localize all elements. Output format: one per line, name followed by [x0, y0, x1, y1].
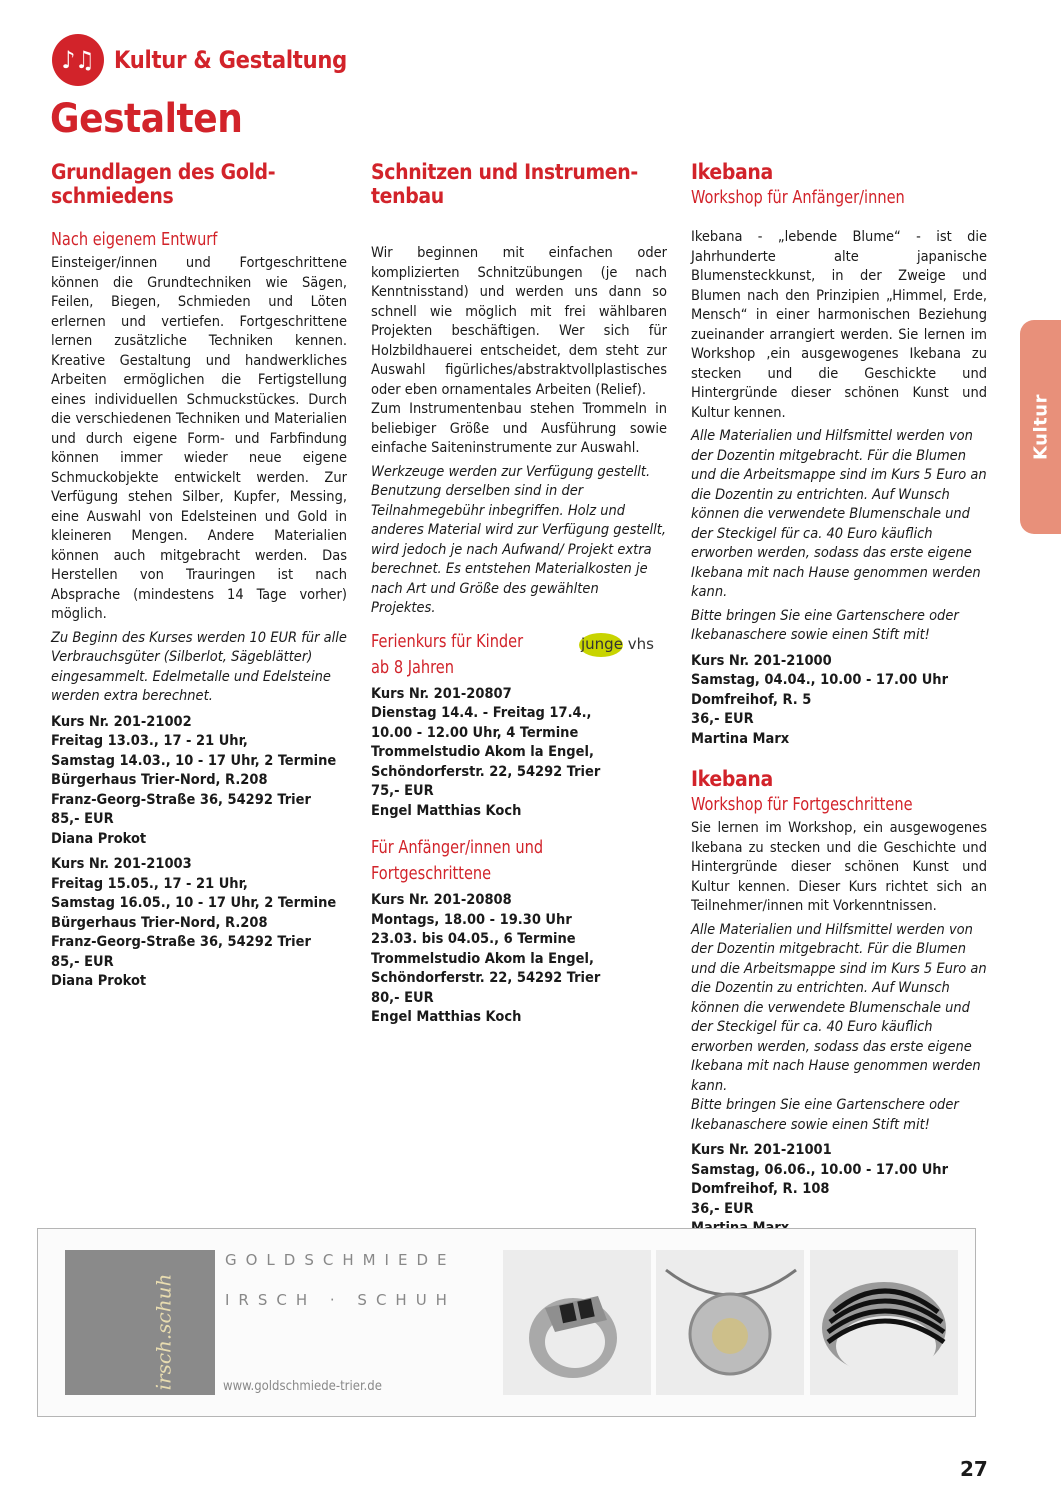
advertisement-goldschmiede: [37, 1228, 976, 1417]
title-line: Für Anfänger/innen und: [371, 837, 544, 858]
course-title: Ikebana: [691, 767, 773, 791]
ring-icon: [503, 1250, 651, 1395]
pendant-icon: [656, 1250, 804, 1395]
course-date: Samstag 14.03., 10 - 17 Uhr, 2 Termine: [51, 752, 337, 769]
ad-name: IRSCH · SCHUH: [225, 1291, 456, 1309]
course-instructor: Martina Marx: [691, 730, 790, 747]
course-number: Kurs Nr. 201-21002: [51, 713, 192, 730]
course-number: Kurs Nr. 201-20808: [371, 892, 512, 908]
ad-url: www.goldschmiede-trier.de: [223, 1379, 382, 1394]
course-price: 85,- EUR: [51, 811, 114, 827]
course-price: 36,- EUR: [691, 711, 754, 727]
side-tab-kultur: [1020, 320, 1061, 534]
course-date: Samstag 16.05., 10 - 17 Uhr, 2 Termine: [51, 895, 337, 911]
course-details: [51, 855, 347, 992]
course-number: Kurs Nr. 201-21003: [51, 856, 192, 872]
subsection-title: [371, 835, 667, 887]
course-price: 36,- EUR: [691, 1200, 754, 1217]
course-subtitle: Workshop für Anfänger/innen: [691, 187, 905, 208]
title-line: schmiedens: [51, 184, 174, 208]
music-note-icon: ♪♫: [52, 34, 104, 86]
course-details: [371, 685, 667, 822]
course-instructor: Engel Matthias Koch: [371, 802, 522, 819]
course-description: Sie lernen im Workshop, ein ausgewogenes Ikebana zu stecken und die Geschichte und Hintergründe dieser schönen Kunst und Kultur kennen. Dieser Kurs richtet sich an Teilnehmer/innen mit Vorkenntnissen.: [691, 820, 987, 914]
title-line: ab 8 Jahren: [371, 656, 455, 678]
title-line: Grundlagen des Gold-: [51, 160, 276, 184]
title-line: Fortgeschrittene: [371, 863, 492, 884]
side-tab-label: Kultur: [1030, 394, 1051, 460]
course-description: Zum Instrumentenbau stehen Trommeln in beliebiger Größe und Ausführung sowie einfache Saiteninstrumente zur Auswahl.: [371, 401, 667, 456]
course-title: Ikebana: [691, 160, 773, 184]
course-price: 85,- EUR: [51, 953, 114, 970]
course-subtitle: Workshop für Fortgeschrittene: [691, 794, 913, 815]
course-location: Domfreihof, R. 108: [691, 1181, 830, 1197]
pendant-photo: [656, 1250, 804, 1395]
course-description: Einsteiger/innen und Fortgeschrittene können die Grundtechniken wie Sägen, Feilen, Biegen, Schmieden und Löten erlernen und vertiefen. Fortgeschrittene lernen zusätzliche Techniken kennen. Kreative Gestaltung und handwerkliches Arbeiten ermöglichen die Fertigstellung eines individuellen Schmuckstückes. Durch die verschiedenen Techniken und Materialien und durch eigene Form- und Farbfindung können immer wieder neue eigene Schmuckobjekte entwickelt werden. Zur Verfügung stehen Silber, Kupfer, Messing, eine Auswahl von Edelsteinen und Gold in kleineren Mengen. Andere Materialien können auch mitgebracht werden. Das Herstellen von Trauringen ist nach Absprache (mindestens 14 Tage vorher) möglich.: [51, 255, 347, 622]
course-location: Domfreihof, R. 5: [691, 691, 812, 708]
course-location: Bürgerhaus Trier-Nord, R.208: [51, 914, 268, 931]
course-date: Freitag 15.05., 17 - 21 Uhr,: [51, 875, 248, 892]
course-title: [371, 160, 667, 208]
course-title: [51, 160, 347, 208]
course-date: Samstag, 04.04., 10.00 - 17.00 Uhr: [691, 672, 949, 688]
column-schnitzen: [371, 160, 667, 1028]
course-details: [691, 652, 987, 750]
course-address: Franz-Georg-Straße 36, 54292 Trier: [51, 791, 311, 808]
course-address: Schöndorferstr. 22, 54292 Trier: [371, 970, 601, 986]
ad-name: GOLDSCHMIEDE: [225, 1251, 456, 1269]
bangle-photo: [810, 1250, 958, 1395]
course-date: Freitag 13.03., 17 - 21 Uhr,: [51, 733, 248, 749]
signature-logo: irsch.schuh: [151, 1273, 176, 1391]
course-note: Werkzeuge werden zur Verfügung gestellt. Benutzung derselben sind in der Teilnahmegebühr inbegriffen. Holz und anderes Material wird zur Verfügung gestellt, wird jedoch je nach Aufwand/ Projekt extra berechnet. Es entstehen Materialkosten je nach Art und Größe des gewählten Projektes.: [371, 463, 667, 616]
course-subtitle: Nach eigenem Entwurf: [51, 229, 218, 250]
course-number: Kurs Nr. 201-21000: [691, 652, 832, 669]
course-address: Schöndorferstr. 22, 54292 Trier: [371, 763, 601, 780]
junge-vhs-text: junge vhs: [581, 634, 654, 653]
course-instructor: Diana Prokot: [51, 973, 147, 989]
junge-vhs-logo: [575, 625, 667, 659]
column-ikebana: [691, 160, 987, 1239]
course-date: Dienstag 14.4. - Freitag 17.4.,: [371, 705, 592, 721]
course-description: Wir beginnen mit einfachen oder komplizierten Schnitzübungen (je nach Kenntnisstand) und werden uns dann so schnell wie möglich mit frei wählbaren Projekten beschäftigen. Wer sich für Holzbildhauerei entscheidet, dem steht zur Auswahl figürliches/abstraktvollplastisches oder eben ornamentales Arbeiten (Relief).: [371, 245, 667, 398]
page-heading: Gestalten: [50, 96, 243, 142]
course-number: Kurs Nr. 201-20807: [371, 685, 512, 702]
course-location: Trommelstudio Akom la Engel,: [371, 744, 594, 760]
column-goldschmieden: [51, 160, 347, 992]
course-date: 10.00 - 12.00 Uhr, 4 Termine: [371, 724, 579, 741]
title-line: tenbau: [371, 184, 444, 208]
course-details: [691, 1141, 987, 1239]
section-title: Kultur & Gestaltung: [114, 46, 348, 74]
page-number: 27: [960, 1457, 988, 1481]
course-instructor: Diana Prokot: [51, 830, 147, 847]
course-location: Trommelstudio Akom la Engel,: [371, 950, 594, 967]
course-price: 80,- EUR: [371, 989, 434, 1006]
course-date: Montags, 18.00 - 19.30 Uhr: [371, 911, 572, 928]
course-number: Kurs Nr. 201-21001: [691, 1142, 832, 1158]
course-details: [371, 891, 667, 1028]
course-note: Zu Beginn des Kurses werden 10 EUR für alle Verbrauchsgüter (Silberlot, Sägeblätter) eingesammelt. Edelmetalle und Edelsteine werden extra berechnet.: [51, 629, 347, 704]
ring-photo: [503, 1250, 651, 1395]
section-header: [52, 34, 379, 86]
course-date: 23.03. bis 04.05., 6 Termine: [371, 931, 576, 947]
course-description: Ikebana - „lebende Blume“ - ist die Jahrhunderte alte japanische Blumensteckkunst, in der Zweige und Blumen nach den Prinzipien „Himmel, Erde, Mensch“ in einer harmonischen Beziehung zueinander arrangiert werden. Sie lernen im Workshop ‚ein ausgewogenes Ikebana zu stecken und die Geschickte und Hintergründe dieser schönen Kunst und Kultur kennen.: [691, 229, 987, 421]
course-note: Bitte bringen Sie eine Gartenschere oder Ikebanaschere sowie einen Stift mit!: [691, 607, 959, 643]
course-note: Alle Materialien und Hilfsmittel werden von der Dozentin mitgebracht. Für die Blumen und die Arbeitsmappe sind im Kurs 5 Euro an die Dozentin zu entrichten. Auf Wunsch können die verwendete Blumenschale und der Steckigel für ca. 40 Euro käuflich erworben werden, sodass das erste eigene Ikebana mit nach Hause genommen werden kann.: [691, 921, 987, 1094]
course-details: [51, 713, 347, 850]
course-location: Bürgerhaus Trier-Nord, R.208: [51, 772, 268, 788]
course-address: Franz-Georg-Straße 36, 54292 Trier: [51, 934, 311, 950]
goldschmiede-logo: [65, 1250, 215, 1395]
course-instructor: Engel Matthias Koch: [371, 1009, 522, 1025]
course-date: Samstag, 06.06., 10.00 - 17.00 Uhr: [691, 1161, 949, 1178]
bangle-icon: [810, 1250, 958, 1395]
course-note: Bitte bringen Sie eine Gartenschere oder Ikebanaschere sowie einen Stift mit!: [691, 1097, 959, 1133]
course-note: Alle Materialien und Hilfsmittel werden von der Dozentin mitgebracht. Für die Blumen und die Arbeitsmappe sind im Kurs 5 Euro an die Dozentin zu entrichten. Auf Wunsch können die verwendete Blumenschale und der Steckigel für ca. 40 Euro käuflich erworben werden, sodass das erste eigene Ikebana mit nach Hause genommen werden kann.: [691, 428, 987, 600]
title-line: Schnitzen und Instrumen-: [371, 160, 638, 184]
course-price: 75,- EUR: [371, 783, 434, 799]
subsection-ferienkurs: [371, 629, 667, 681]
title-line: Ferienkurs für Kinder: [371, 630, 524, 652]
